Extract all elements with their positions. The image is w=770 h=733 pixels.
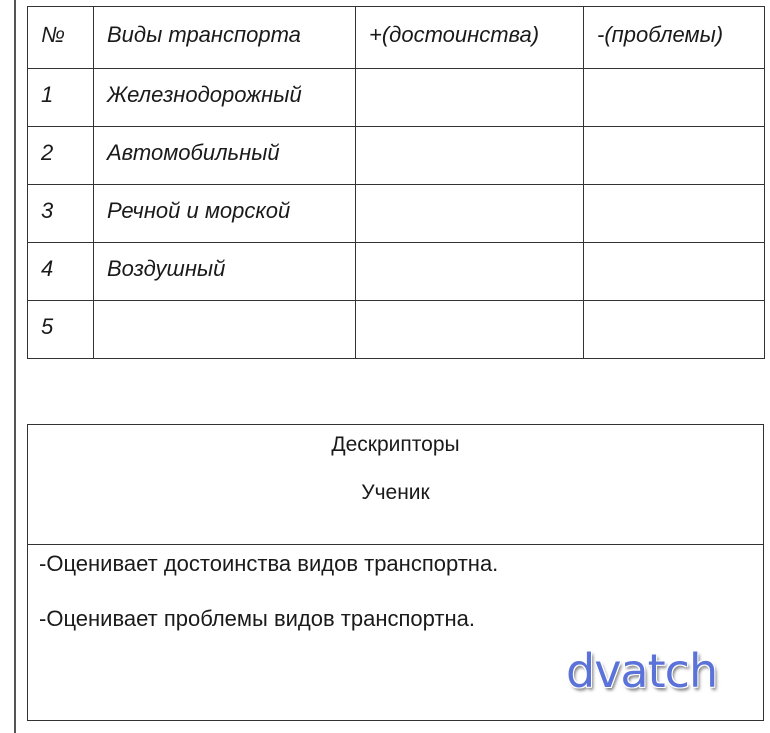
advantages-cell [356,127,584,185]
row-number-cell: 5 [28,301,94,359]
transport-type-cell: Автомобильный [94,127,356,185]
descriptor-item: -Оценивает достоинства видов транспортна. [39,551,499,576]
transport-type-cell: Речной и морской [94,185,356,243]
left-margin-rule [14,0,16,733]
advantages-cell [356,243,584,301]
table-row [28,301,765,359]
descriptors-subtitle: Ученик [361,481,430,504]
descriptors-header [28,425,763,545]
transport-table [27,6,765,359]
table-row [28,243,765,301]
header-problems: -(проблемы) [584,7,765,69]
row-number-cell: 4 [28,243,94,301]
table-header-row [28,7,765,69]
advantages-cell [356,185,584,243]
row-number-cell: 3 [28,185,94,243]
problems-cell [584,185,765,243]
row-number-cell: 1 [28,69,94,127]
advantages-cell [356,301,584,359]
descriptor-item: -Оценивает проблемы видов транспортна. [39,606,475,631]
table-row [28,69,765,127]
problems-cell [584,127,765,185]
descriptors-title: Дескрипторы [331,433,460,456]
header-transport-type: Виды транспорта [94,7,356,69]
watermark-logo: dvatch [566,644,718,698]
table-row [28,127,765,185]
problems-cell [584,301,765,359]
transport-type-cell: Воздушный [94,243,356,301]
problems-cell [584,69,765,127]
problems-cell [584,243,765,301]
header-number: № [28,7,94,69]
row-number-cell: 2 [28,127,94,185]
transport-type-cell: Железнодорожный [94,69,356,127]
table-row [28,185,765,243]
transport-type-cell [94,301,356,359]
header-advantages: +(достоинства) [356,7,584,69]
advantages-cell [356,69,584,127]
descriptors-body [28,550,763,633]
